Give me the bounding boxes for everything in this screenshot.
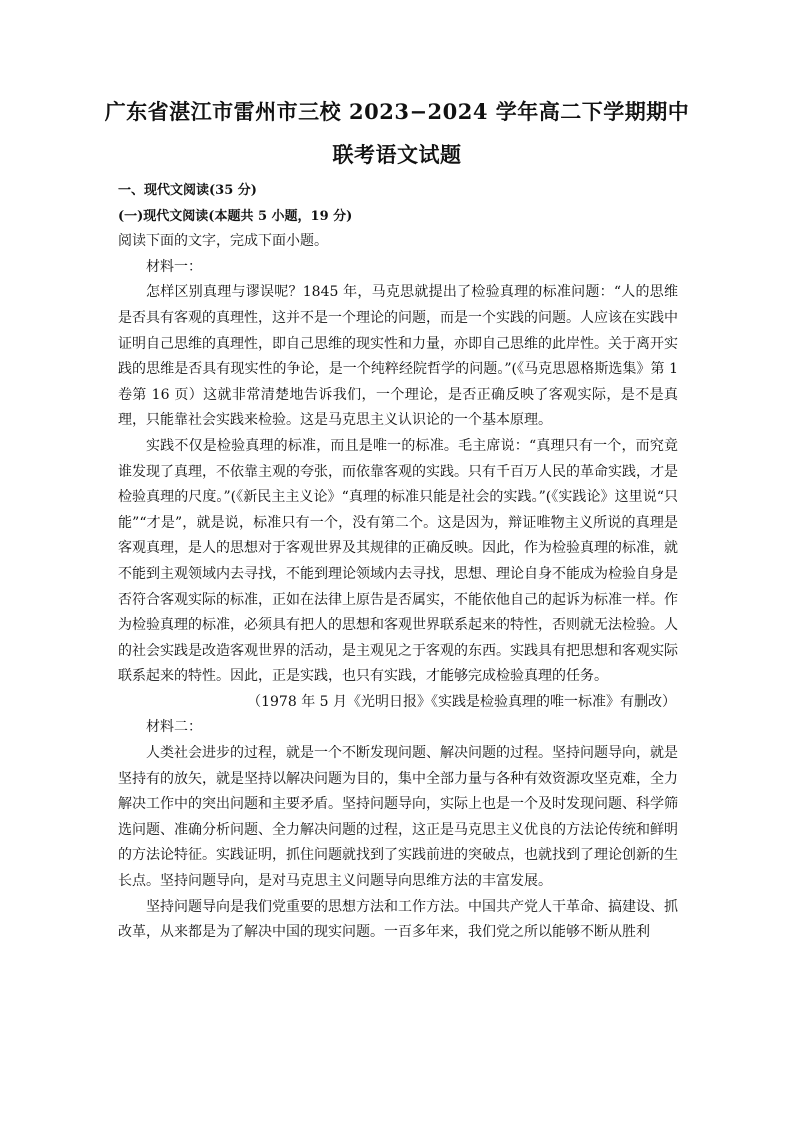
subsection-heading: (一)现代文阅读(本题共 5 小题，19 分) [118, 208, 353, 224]
material1-paragraph-1: 怎样区别真理与谬误呢？1845 年，马克思就提出了检验真理的标准问题：“人的思维是否具有客观的真理性，这并不是一个理论的问题，而是一个实践的问题。人应该在实践中证明自己思维的真理性，即自己思维的现实性和力量，亦即自己思维的此岸性。关于离开实践的思维是否具有现实性的争论，是一个纯粹经院哲学的问题。”(《马克思恩格斯选集》第 1 卷第 16 页）这就非常清楚地告诉我们，一个理论，是否正确反映了客观实际，是不是真理，只能靠社会实践来检验。这是马克思主义认识论的一个基本原理。 [118, 284, 678, 429]
document-body [118, 178, 678, 946]
material2-label: 材料二： [146, 719, 202, 736]
section-heading: 一、现代文阅读(35 分) [118, 183, 257, 198]
instruction-text: 阅读下面的文字，完成下面小题。 [118, 233, 328, 250]
document-title-line1: 广东省湛江市雷州市三校 2023−2024 学年高二下学期期中 [104, 99, 690, 124]
material2-paragraph-1: 人类社会进步的过程，就是一个不断发现问题、解决问题的过程。坚持问题导向，就是坚持有的放矢，就是坚持以解决问题为目的，集中全部力量与各种有效资源攻坚克难，全力解决工作中的突出问题和主要矛盾。坚持问题导向，实际上也是一个及时发现问题、科学筛选问题、准确分析问题、全力解决问题的过程，这正是马克思主义优良的方法论传统和鲜明的方法论特征。实践证明，抓住问题就找到了实践前进的突破点，也就找到了理论创新的生长点。坚持问题导向，是对马克思主义问题导向思维方法的丰富发展。 [118, 745, 678, 890]
material1-source: （1978 年 5 月《光明日报》《实践是检验真理的唯一标准》有删改） [247, 693, 676, 710]
material2-paragraph-2: 坚持问题导向是我们党重要的思想方法和工作方法。中国共产党人干革命、搞建设、抓改革，从来都是为了解决中国的现实问题。一百多年来，我们党之所以能够不断从胜利 [118, 898, 678, 941]
document-title-line2: 联考语文试题 [332, 142, 462, 167]
material1-label: 材料一： [146, 258, 202, 275]
material1-paragraph-2: 实践不仅是检验真理的标准，而且是唯一的标准。毛主席说：“真理只有一个，而究竟谁发现了真理，不依靠主观的夸张，而依靠客观的实践。只有千百万人民的革命实践，才是检验真理的尺度。”(《新民主主义论》“真理的标准只能是社会的实践。”(《实践论》这里说“只能”“才是”，就是说，标准只有一个，没有第二个。这是因为，辩证唯物主义所说的真理是客观真理，是人的思想对于客观世界及其规律的正确反映。因此，作为检验真理的标准，就不能到主观领域内去寻找，不能到理论领域内去寻找，思想、理论自身不能成为检验自身是否符合客观实际的标准，正如在法律上原告是否属实，不能依他自己的起诉为标准一样。作为检验真理的标准，必须具有把人的思想和客观世界联系起来的特性，否则就无法检验。人的社会实践是改造客观世界的活动，是主观见之于客观的东西。实践具有把思想和客观实际联系起来的特性。因此，正是实践，也只有实践，才能够完成检验真理的任务。 [118, 437, 678, 685]
